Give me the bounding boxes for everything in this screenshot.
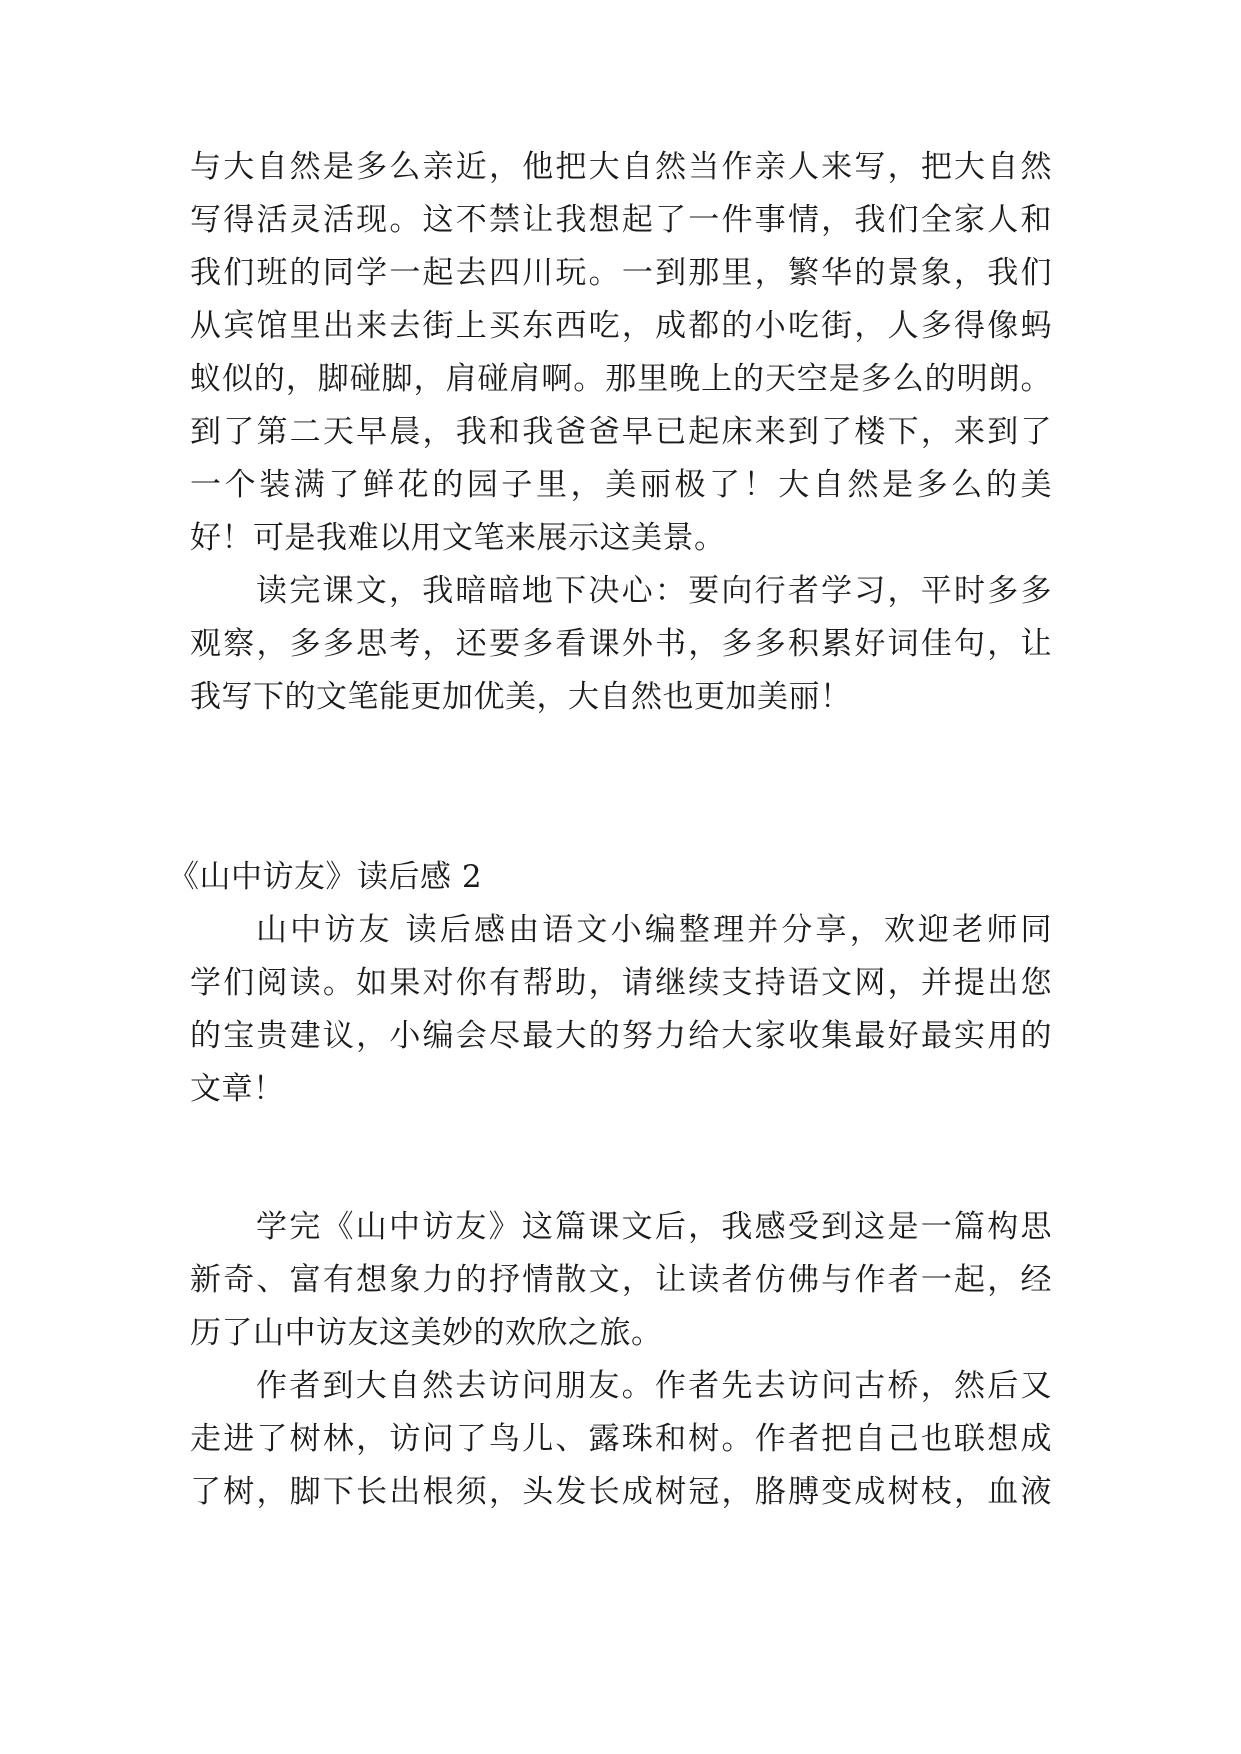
paragraph-line: 山中访友 读后感由语文小编整理并分享，欢迎老师同 — [256, 912, 1052, 948]
paragraph-line: 从宾馆里出来去街上买东西吃，成都的小吃街，人多得像蚂 — [190, 308, 1052, 344]
paragraph-line: 写得活灵活现。这不禁让我想起了一件事情，我们全家人和 — [190, 202, 1052, 238]
paragraph-line: 作者到大自然去访问朋友。作者先去访问古桥，然后又 — [256, 1368, 1052, 1404]
paragraph-line: 了树，脚下长出根须，头发长成树冠，胳膊变成树枝，血液 — [190, 1474, 1052, 1510]
paragraph-line: 文章！ — [190, 1071, 285, 1107]
paragraph-line: 观察，多多思考，还要多看课外书，多多积累好词佳句，让 — [190, 626, 1052, 662]
paragraph-line: 读完课文，我暗暗地下决心：要向行者学习，平时多多 — [256, 573, 1052, 609]
paragraph-line: 蚁似的，脚碰脚，肩碰肩啊。那里晚上的天空是多么的明朗。 — [190, 361, 1052, 397]
paragraph-line: 的宝贵建议，小编会尽最大的努力给大家收集最好最实用的 — [190, 1018, 1052, 1054]
paragraph-line: 我写下的文笔能更加优美，大自然也更加美丽！ — [190, 679, 852, 715]
paragraph-line: 我们班的同学一起去四川玩。一到那里，繁华的景象，我们 — [190, 255, 1052, 291]
paragraph-line: 走进了树林，访问了鸟儿、露珠和树。作者把自己也联想成 — [190, 1421, 1052, 1457]
section-heading: 《山中访友》读后感 2 — [168, 859, 483, 895]
paragraph-line: 学完《山中访友》这篇课文后，我感受到这是一篇构思 — [256, 1209, 1052, 1245]
paragraph-line: 好！可是我难以用文笔来展示这美景。 — [190, 520, 726, 556]
paragraph-line: 与大自然是多么亲近，他把大自然当作亲人来写，把大自然 — [190, 149, 1052, 185]
paragraph-line: 学们阅读。如果对你有帮助，请继续支持语文网，并提出您 — [190, 965, 1052, 1001]
paragraph-line: 一个装满了鲜花的园子里，美丽极了！大自然是多么的美 — [190, 467, 1052, 503]
paragraph-line: 到了第二天早晨，我和我爸爸早已起床来到了楼下，来到了 — [190, 414, 1052, 450]
paragraph-line: 历了山中访友这美妙的欢欣之旅。 — [190, 1315, 663, 1351]
paragraph-line: 新奇、富有想象力的抒情散文，让读者仿佛与作者一起，经 — [190, 1262, 1052, 1298]
